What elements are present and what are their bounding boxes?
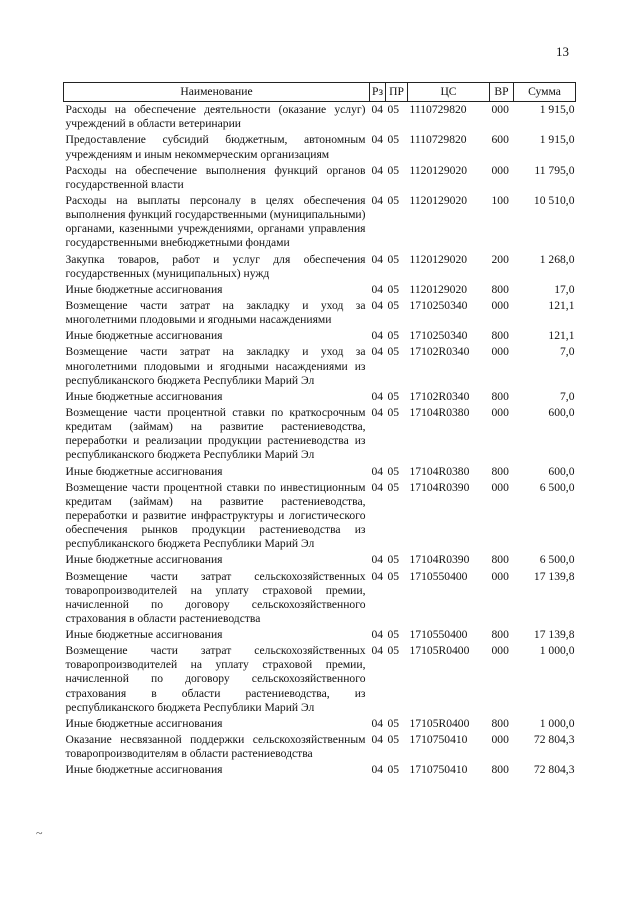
cell-name: Расходы на обеспечение выполнения функций органов государственной власти	[65, 163, 366, 191]
cell-pr: 05	[387, 133, 400, 147]
cell-rz: 04	[371, 569, 384, 583]
cell-sum: 72 804,3	[533, 733, 575, 747]
cell-pr: 05	[387, 163, 400, 177]
table-row	[64, 643, 576, 716]
cell-name: Закупка товаров, работ и услуг для обеспечения государственных (муниципальных) нужд	[65, 252, 366, 280]
column-header-name: Наименование	[64, 83, 370, 102]
table-header-row	[64, 83, 576, 102]
cell-vr: 800	[491, 763, 509, 777]
cell-sum: 121,1	[548, 298, 575, 312]
cell-sum: 10 510,0	[533, 193, 575, 207]
cell-rz: 04	[371, 282, 384, 296]
cell-name: Иные бюджетные ассигнования	[65, 464, 223, 478]
table-row	[64, 552, 576, 568]
cell-pr: 05	[387, 298, 400, 312]
cell-cs: 17104R0390	[409, 480, 470, 494]
cell-sum: 7,0	[560, 389, 575, 403]
table-row	[64, 732, 576, 762]
cell-rz: 04	[371, 464, 384, 478]
cell-cs: 1120129020	[409, 282, 468, 296]
cell-vr: 000	[491, 345, 509, 359]
cell-cs: 1710750410	[409, 763, 468, 777]
table-body	[64, 102, 576, 779]
cell-vr: 000	[491, 644, 509, 658]
cell-vr: 000	[491, 103, 509, 117]
cell-pr: 05	[387, 733, 400, 747]
table-row	[64, 762, 576, 778]
cell-rz: 04	[371, 103, 384, 117]
cell-vr: 800	[491, 628, 509, 642]
cell-sum: 6 500,0	[539, 553, 575, 567]
cell-vr: 600	[491, 133, 509, 147]
cell-cs: 1710550400	[409, 628, 468, 642]
cell-name: Иные бюджетные ассигнования	[65, 553, 223, 567]
cell-rz: 04	[371, 163, 384, 177]
cell-pr: 05	[387, 193, 400, 207]
cell-cs: 17102R0340	[409, 389, 470, 403]
cell-sum: 1 268,0	[539, 252, 575, 266]
cell-pr: 05	[387, 252, 400, 266]
cell-name: Расходы на выплаты персоналу в целях обеспечения выполнения функций государственными (муниципальными) органами, казенными учреждениями, органами управления государственными внебюджетными фондами	[65, 193, 366, 250]
cell-name: Иные бюджетные ассигнования	[65, 282, 223, 296]
cell-rz: 04	[371, 133, 384, 147]
cell-cs: 17104R0380	[409, 464, 470, 478]
cell-pr: 05	[387, 345, 400, 359]
cell-pr: 05	[387, 329, 400, 343]
table-row	[64, 344, 576, 388]
cell-pr: 05	[387, 103, 400, 117]
table-row	[64, 163, 576, 193]
cell-sum: 1 000,0	[539, 644, 575, 658]
cell-pr: 05	[387, 763, 400, 777]
table-row	[64, 389, 576, 405]
table-row	[64, 405, 576, 464]
cell-sum: 17 139,8	[533, 628, 575, 642]
cell-cs: 1110729820	[409, 103, 467, 117]
cell-cs: 1710250340	[409, 329, 468, 343]
cell-vr: 000	[491, 405, 509, 419]
cell-rz: 04	[371, 716, 384, 730]
cell-pr: 05	[387, 282, 400, 296]
cell-name: Возмещение части процентной ставки по инвестиционным кредитам (займам) на развитие растениеводства, переработки и развитие инфраструктуры и логистического обеспечения рынков продукции растениеводства из республиканского бюджета Республики Марий Эл	[65, 480, 366, 551]
cell-name: Возмещение части затрат сельскохозяйственных товаропроизводителей на уплату страховой премии, начисленной по договору сельскохозяйственного страхования в области растениеводства, из республиканского бюджета Республики Марий Эл	[65, 644, 366, 714]
cell-rz: 04	[371, 298, 384, 312]
cell-vr: 000	[491, 733, 509, 747]
table-row	[64, 252, 576, 282]
cell-name: Оказание несвязанной поддержки сельскохозяйственным товаропроизводителям в области растениеводства	[65, 733, 366, 761]
table-row	[64, 328, 576, 344]
table-row	[64, 132, 576, 162]
cell-vr: 000	[491, 298, 509, 312]
cell-vr: 100	[491, 193, 509, 207]
cell-pr: 05	[387, 569, 400, 583]
cell-cs: 17102R0340	[409, 345, 470, 359]
column-header-pr: ПР	[386, 83, 408, 102]
cell-pr: 05	[387, 389, 400, 403]
cell-cs: 17104R0390	[409, 553, 470, 567]
cell-rz: 04	[371, 628, 384, 642]
cell-name: Иные бюджетные ассигнования	[65, 389, 223, 403]
cell-sum: 17,0	[554, 282, 575, 296]
cell-pr: 05	[387, 464, 400, 478]
cell-pr: 05	[387, 480, 400, 494]
cell-vr: 800	[491, 282, 509, 296]
cell-cs: 1120129020	[409, 163, 468, 177]
table-row	[64, 282, 576, 298]
budget-table	[63, 82, 576, 778]
cell-sum: 121,1	[548, 329, 575, 343]
cell-sum: 1 000,0	[539, 716, 575, 730]
page-number: 13	[556, 44, 569, 59]
cell-cs: 1120129020	[409, 193, 468, 207]
cell-sum: 600,0	[548, 405, 575, 419]
cell-sum: 17 139,8	[533, 569, 575, 583]
cell-cs: 1110729820	[409, 133, 467, 147]
cell-rz: 04	[371, 733, 384, 747]
cell-vr: 800	[491, 389, 509, 403]
cell-name: Иные бюджетные ассигнования	[65, 329, 223, 343]
cell-vr: 000	[491, 480, 509, 494]
cell-pr: 05	[387, 644, 400, 658]
table-row	[64, 298, 576, 328]
cell-rz: 04	[371, 553, 384, 567]
table-row	[64, 627, 576, 643]
cell-name: Возмещение части процентной ставки по краткосрочным кредитам (займам) на развитие растениеводства, переработки и реализации продукции растениеводства из республиканского бюджета Республики Марий Эл	[65, 405, 366, 462]
cell-cs: 1710750410	[409, 733, 468, 747]
cell-vr: 800	[491, 329, 509, 343]
cell-name: Предоставление субсидий бюджетным, автономным учреждениям и иным некоммерческим организациям	[65, 133, 366, 161]
table-row	[64, 464, 576, 480]
cell-vr: 800	[491, 553, 509, 567]
cell-rz: 04	[371, 252, 384, 266]
cell-rz: 04	[371, 389, 384, 403]
cell-cs: 17105R0400	[409, 716, 470, 730]
cell-vr: 000	[491, 569, 509, 583]
table-row	[64, 193, 576, 252]
cell-name: Возмещение части затрат на закладку и уход за многолетними плодовыми и ягодными насаждениями	[65, 298, 366, 327]
column-header-rz: Рз	[370, 83, 386, 102]
column-header-cs: ЦС	[408, 83, 490, 102]
cell-sum: 600,0	[548, 464, 575, 478]
margin-mark: ~	[36, 826, 43, 840]
cell-pr: 05	[387, 405, 400, 419]
cell-name: Возмещение части затрат на закладку и уход за многолетними плодовыми и ягодными насаждениями из республиканского бюджета Республики Марий Эл	[65, 345, 366, 387]
cell-cs: 1120129020	[409, 252, 468, 266]
column-header-vr: ВР	[490, 83, 514, 102]
cell-name: Иные бюджетные ассигнования	[65, 628, 223, 642]
cell-name: Иные бюджетные ассигнования	[65, 763, 223, 777]
table-row	[64, 716, 576, 732]
cell-vr: 200	[491, 252, 509, 266]
cell-rz: 04	[371, 193, 384, 207]
table-row	[64, 569, 576, 628]
cell-name: Возмещение части затрат сельскохозяйственных товаропроизводителей на уплату страховой премии, начисленной по договору сельскохозяйственного страхования в области растениеводства	[65, 569, 366, 625]
cell-vr: 000	[491, 163, 509, 177]
cell-sum: 1 915,0	[539, 133, 575, 147]
cell-pr: 05	[387, 553, 400, 567]
cell-cs: 1710250340	[409, 298, 468, 312]
cell-rz: 04	[371, 329, 384, 343]
cell-cs: 17105R0400	[409, 644, 470, 658]
cell-rz: 04	[371, 763, 384, 777]
cell-rz: 04	[371, 644, 384, 658]
table-row	[64, 102, 576, 133]
cell-rz: 04	[371, 345, 384, 359]
cell-sum: 7,0	[560, 345, 575, 359]
cell-vr: 800	[491, 464, 509, 478]
cell-rz: 04	[371, 480, 384, 494]
cell-name: Расходы на обеспечение деятельности (оказание услуг) учреждений в области ветеринарии	[65, 103, 366, 131]
cell-sum: 11 795,0	[534, 163, 575, 177]
table-row	[64, 480, 576, 553]
column-header-sum: Сумма	[514, 83, 576, 102]
cell-sum: 72 804,3	[533, 763, 575, 777]
cell-name: Иные бюджетные ассигнования	[65, 716, 223, 730]
cell-cs: 1710550400	[409, 569, 468, 583]
cell-rz: 04	[371, 405, 384, 419]
cell-sum: 1 915,0	[539, 103, 575, 117]
cell-pr: 05	[387, 628, 400, 642]
cell-sum: 6 500,0	[539, 480, 575, 494]
cell-vr: 800	[491, 716, 509, 730]
cell-cs: 17104R0380	[409, 405, 470, 419]
cell-pr: 05	[387, 716, 400, 730]
